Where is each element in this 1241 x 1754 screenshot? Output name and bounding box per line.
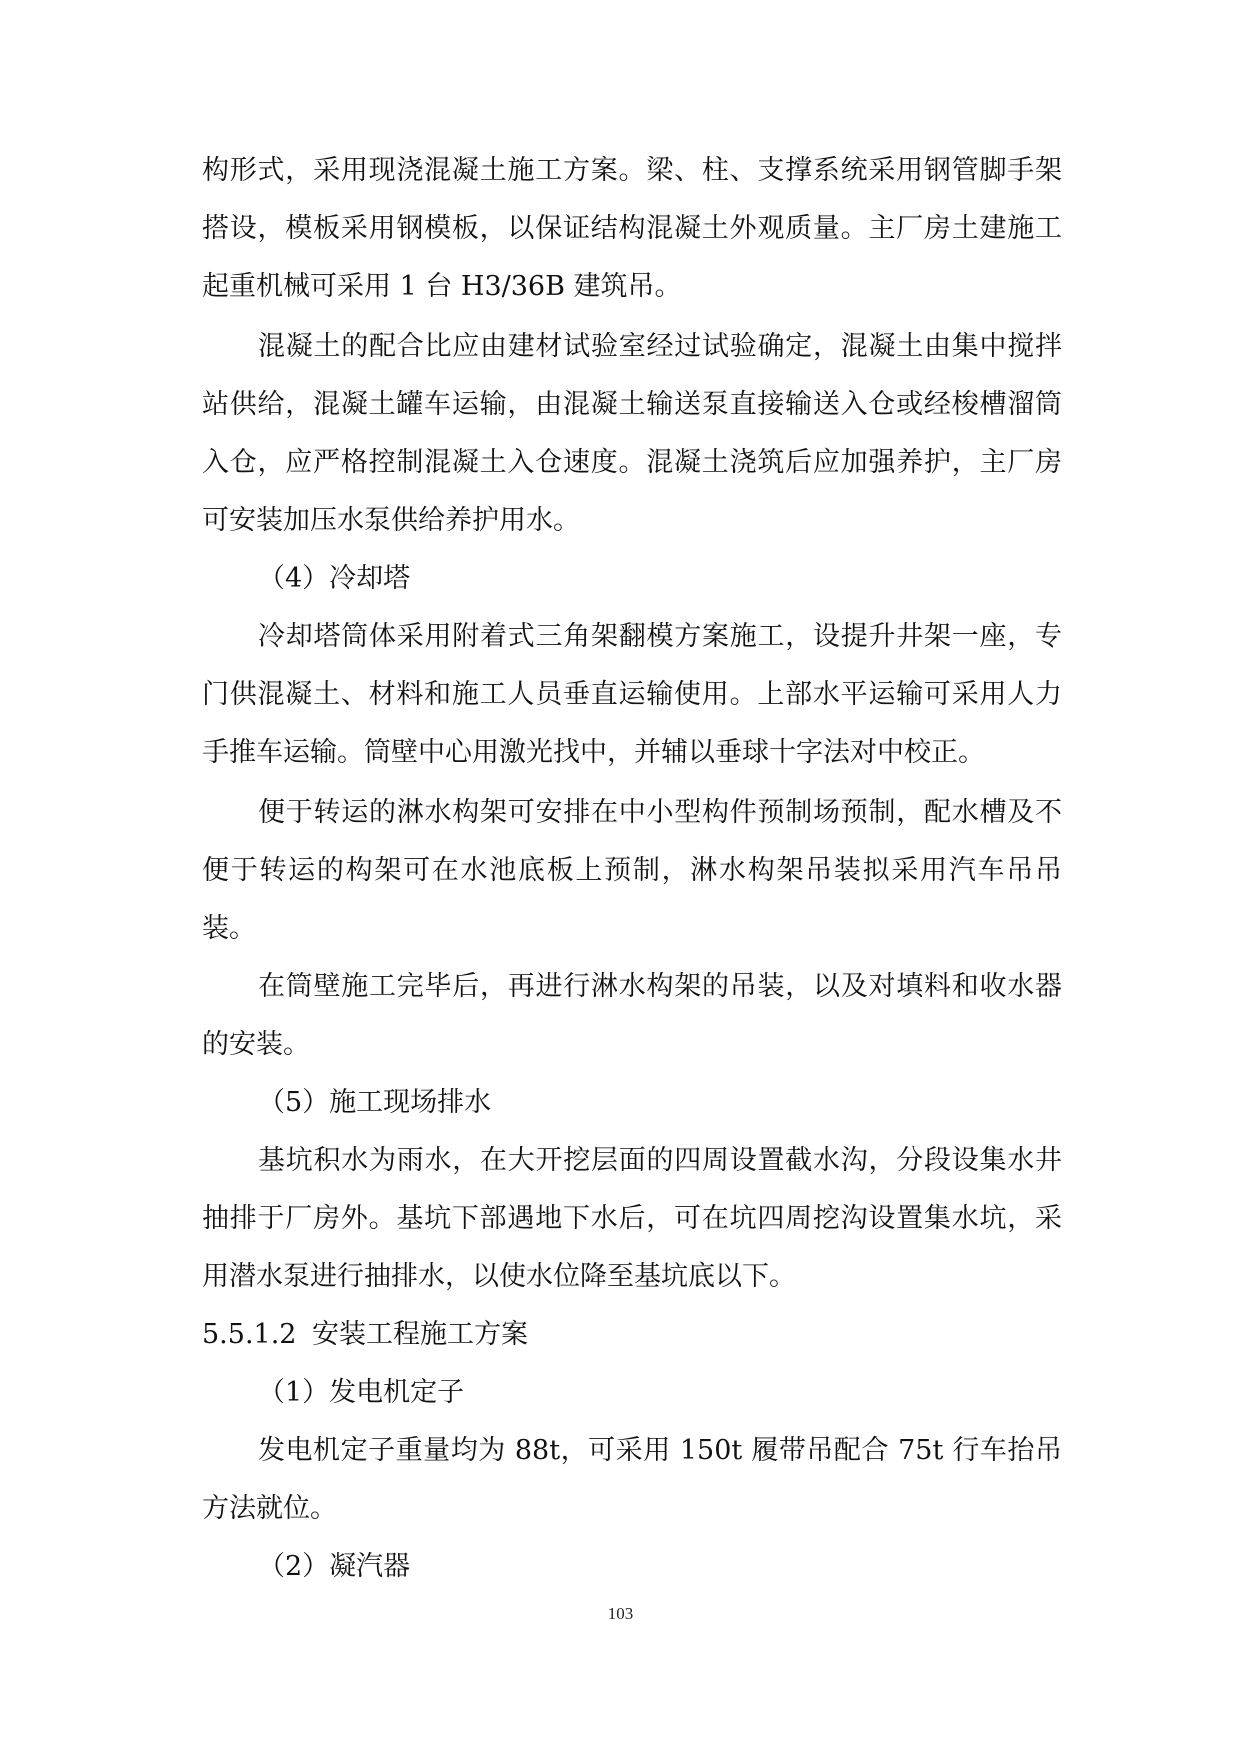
document-page [202, 142, 1062, 1596]
section-title: 安装工程施工方案 [312, 1319, 528, 1350]
section-heading-installation [202, 1306, 1062, 1364]
paragraph-water-frame-install: 在筒壁施工完毕后，再进行淋水构架的吊装，以及对填料和收水器的安装。 [202, 971, 1062, 1060]
section-number: 5.5.1.2 [202, 1319, 297, 1350]
heading-site-drainage: （5）施工现场排水 [258, 1087, 492, 1118]
paragraph-generator-stator: 发电机定子重量均为 88t，可采用 150t 履带吊配合 75t 行车抬吊方法就位。 [202, 1435, 1062, 1524]
heading-cooling-tower: （4）冷却塔 [258, 563, 411, 594]
paragraph-concrete-mix: 混凝土的配合比应由建材试验室经过试验确定，混凝土由集中搅拌站供给，混凝土罐车运输，由混凝土输送泵直接输送入仓或经梭槽溜筒入仓，应严格控制混凝土入仓速度。混凝土浇筑后应加强养护，主厂房可安装加压水泵供给养护用水。 [202, 331, 1062, 536]
heading-generator-stator: （1）发电机定子 [258, 1377, 465, 1408]
paragraph-water-frame-prefab: 便于转运的淋水构架可安排在中小型构件预制场预制，配水槽及不便于转运的构架可在水池底板上预制，淋水构架吊装拟采用汽车吊吊装。 [202, 797, 1062, 944]
paragraph-site-drainage: 基坑积水为雨水，在大开挖层面的四周设置截水沟，分段设集水井抽排于厂房外。基坑下部遇地下水后，可在坑四周挖沟设置集水坑，采用潜水泵进行抽排水，以使水位降至基坑底以下。 [202, 1145, 1062, 1292]
heading-condenser: （2）凝汽器 [258, 1551, 411, 1582]
page-number: 103 [607, 1604, 634, 1623]
paragraph-cooling-tower-construction: 冷却塔筒体采用附着式三角架翻模方案施工，设提升井架一座，专门供混凝土、材料和施工人员垂直运输使用。上部水平运输可采用人力手推车运输。筒壁中心用激光找中，并辅以垂球十字法对中校正。 [202, 621, 1062, 768]
paragraph-continuation: 构形式，采用现浇混凝土施工方案。梁、柱、支撑系统采用钢管脚手架搭设，模板采用钢模板，以保证结构混凝土外观质量。主厂房土建施工起重机械可采用 1 台 H3/36B 建筑吊。 [202, 155, 1062, 302]
